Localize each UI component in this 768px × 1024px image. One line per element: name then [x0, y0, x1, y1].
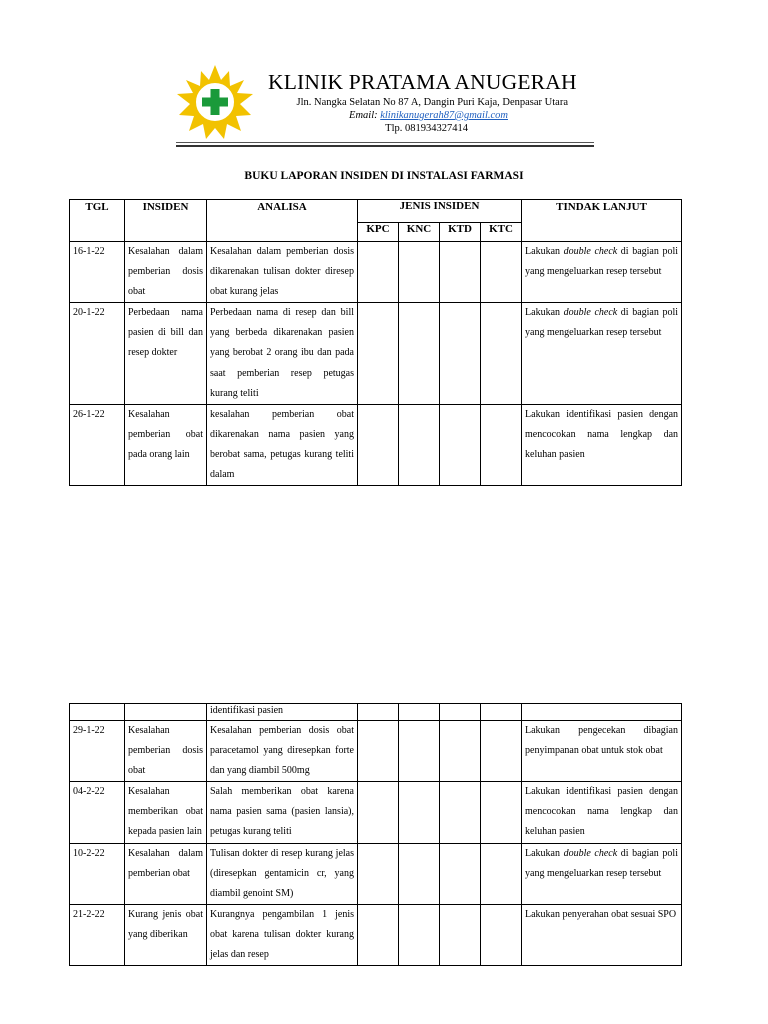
tindak-text: di bagian poli yang mengeluarkan resep tersebut [525, 246, 679, 278]
col-header-ktc: KTC [481, 223, 522, 242]
cell-ktd [440, 404, 481, 485]
cell-knc [399, 404, 440, 485]
cell-analisa: Perbedaan nama di resep dan bill yang berbeda dikarenakan pasien yang berobat 2 orang ibu dan pada saat pemberian resep petugas kurang teliti [207, 303, 358, 404]
cell-tindak-lanjut: Lakukan penyerahan obat sesuai SPO [522, 904, 682, 965]
table-row [70, 303, 682, 404]
col-header-tindak-lanjut: TINDAK LANJUT [522, 200, 682, 242]
cell-tindak-lanjut: Lakukan identifikasi pasien dengan mencocokan nama lengkap dan keluhan pasien [522, 782, 682, 843]
cell-kpc [358, 404, 399, 485]
cell-kpc [358, 904, 399, 965]
cell-knc [399, 303, 440, 404]
cell-tgl: 26-1-22 [70, 404, 125, 485]
cell-kpc [358, 721, 399, 782]
cell-insiden [125, 704, 207, 721]
cell-ktd [440, 721, 481, 782]
cell-tgl [70, 704, 125, 721]
letterhead [172, 62, 596, 148]
col-header-tgl: TGL [70, 200, 125, 242]
cell-insiden: Kurang jenis obat yang diberikan [125, 904, 207, 965]
cell-kpc [358, 303, 399, 404]
cell-ktd [440, 303, 481, 404]
col-header-kpc: KPC [358, 223, 399, 242]
cell-kpc [358, 242, 399, 303]
cell-tgl: 10-2-22 [70, 843, 125, 904]
cell-analisa: Salah memberikan obat karena nama pasien sama (pasien lansia), petugas kurang teliti [207, 782, 358, 843]
col-header-insiden: INSIDEN [125, 200, 207, 242]
cell-tindak-lanjut [522, 704, 682, 721]
cell-kpc [358, 843, 399, 904]
cell-knc [399, 242, 440, 303]
cell-ktd [440, 704, 481, 721]
tindak-text: di bagian poli yang mengeluarkan resep tersebut [525, 847, 678, 879]
cell-analisa: Kesalahan dalam pemberian dosis dikarenakan tulisan dokter diresep obat kurang jelas [207, 242, 358, 303]
email-link[interactable]: klinikanugerah87@gmail.com [380, 110, 508, 121]
table-row [70, 843, 682, 904]
tindak-text: di bagian poli yang mengeluarkan resep tersebut [525, 307, 679, 339]
cell-analisa: kesalahan pemberian obat dikarenakan nama pasien yang berobat sama, petugas kurang teliti dalam [207, 404, 358, 485]
cell-kpc [358, 704, 399, 721]
cell-insiden: Kesalahan memberikan obat kepada pasien lain [125, 782, 207, 843]
cell-ktc [481, 721, 522, 782]
cell-ktd [440, 843, 481, 904]
incident-table-page2 [69, 703, 682, 966]
cell-knc [399, 721, 440, 782]
clinic-name: KLINIK PRATAMA ANUGERAH [268, 70, 577, 94]
header-rule-thick [176, 145, 594, 147]
cell-tindak-lanjut: Lakukan identifikasi pasien dengan mencocokan nama lengkap dan keluhan pasien [522, 404, 682, 485]
tindak-emphasis: double check [563, 847, 618, 859]
table-row [70, 242, 682, 303]
cell-ktc [481, 904, 522, 965]
cell-kpc [358, 782, 399, 843]
table-row [70, 721, 682, 782]
table-row [70, 704, 682, 721]
table-row [70, 782, 682, 843]
cell-tindak-lanjut [522, 843, 682, 904]
cell-insiden: Kesalahan dalam pemberian obat [125, 843, 207, 904]
clinic-logo-sun-icon [172, 62, 258, 142]
cell-insiden: Perbedaan nama pasien di bill dan resep dokter [125, 303, 207, 404]
table-row [70, 404, 682, 485]
cell-ktc [481, 704, 522, 721]
clinic-address: Jln. Nangka Selatan No 87 A, Dangin Puri Kaja, Denpasar Utara [296, 97, 568, 108]
cell-tgl: 29-1-22 [70, 721, 125, 782]
cell-tgl: 20-1-22 [70, 303, 125, 404]
cell-insiden: Kesalahan pemberian obat pada orang lain [125, 404, 207, 485]
cell-ktc [481, 782, 522, 843]
cell-analisa: Tulisan dokter di resep kurang jelas (diresepkan gentamicin cr, yang diambil genoint SM) [207, 843, 358, 904]
cell-insiden: Kesalahan dalam pemberian dosis obat [125, 242, 207, 303]
cell-knc [399, 782, 440, 843]
col-header-knc: KNC [399, 223, 440, 242]
cell-analisa: Kurangnya pengambilan 1 jenis obat karena tulisan dokter kurang jelas dan resep [207, 904, 358, 965]
tindak-emphasis: double check [563, 307, 618, 319]
email-label: Email: [349, 110, 378, 121]
cell-ktc [481, 404, 522, 485]
cell-knc [399, 904, 440, 965]
tindak-emphasis: double check [563, 246, 618, 257]
cell-analisa: identifikasi pasien [207, 704, 358, 721]
cell-analisa: Kesalahan pemberian dosis obat paracetamol yang diresepkan forte dan yang diambil 500mg [207, 721, 358, 782]
cell-ktc [481, 303, 522, 404]
cell-ktd [440, 782, 481, 843]
cell-insiden: Kesalahan pemberian dosis obat [125, 721, 207, 782]
cell-tindak-lanjut [522, 303, 682, 404]
document-title: BUKU LAPORAN INSIDEN DI INSTALASI FARMASI [244, 170, 524, 182]
clinic-phone: Tlp. 081934327414 [385, 123, 468, 134]
cell-tgl: 04-2-22 [70, 782, 125, 843]
cell-ktc [481, 843, 522, 904]
cell-tgl: 16-1-22 [70, 242, 125, 303]
header-rule-thin [176, 142, 594, 143]
cell-ktd [440, 904, 481, 965]
tindak-text: Lakukan [525, 847, 564, 859]
cell-knc [399, 843, 440, 904]
incident-table-page1 [69, 199, 682, 486]
col-header-jenis-insiden: JENIS INSIDEN [358, 200, 522, 223]
cell-ktc [481, 242, 522, 303]
cell-ktd [440, 242, 481, 303]
cell-tindak-lanjut [522, 242, 682, 303]
tindak-text: Lakukan [525, 246, 564, 257]
cell-knc [399, 704, 440, 721]
col-header-ktd: KTD [440, 223, 481, 242]
cell-tgl: 21-2-22 [70, 904, 125, 965]
col-header-analisa: ANALISA [207, 200, 358, 242]
table-row [70, 904, 682, 965]
clinic-email-line [349, 110, 508, 121]
tindak-text: Lakukan [525, 307, 564, 319]
cell-tindak-lanjut: Lakukan pengecekan dibagian penyimpanan obat untuk stok obat [522, 721, 682, 782]
